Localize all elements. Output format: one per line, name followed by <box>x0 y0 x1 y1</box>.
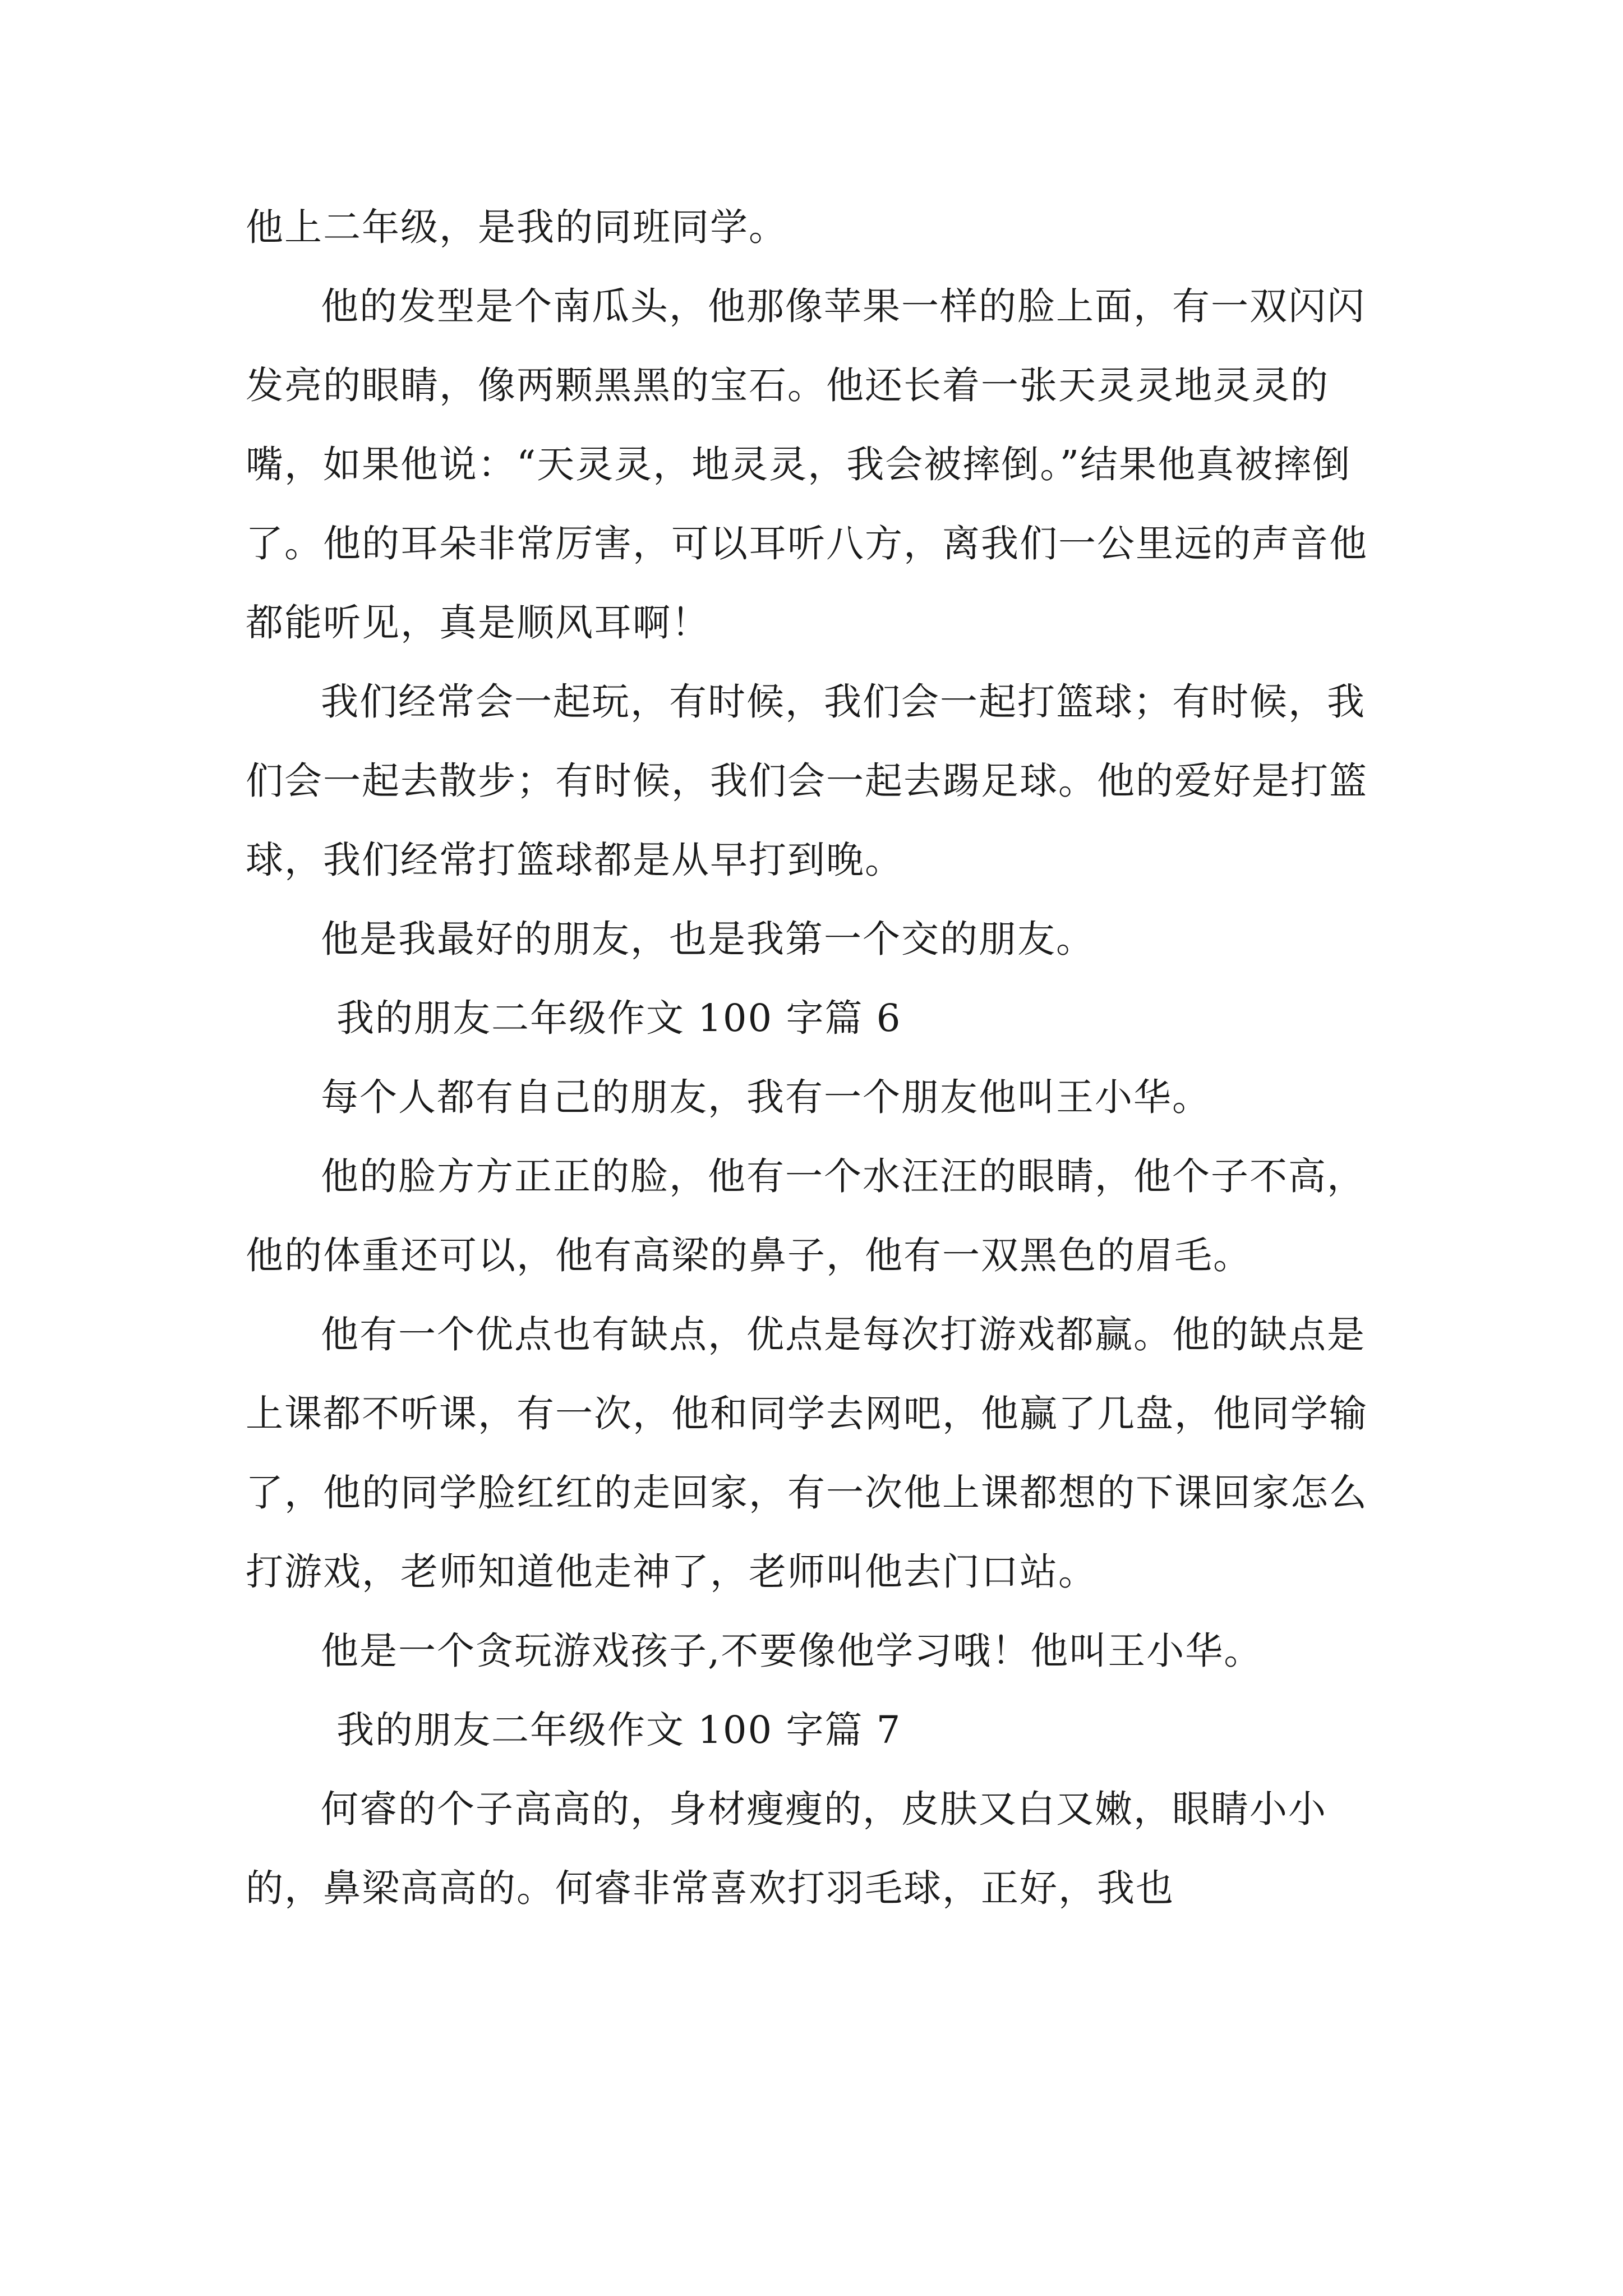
paragraph: 他上二年级，是我的同班同学。 <box>246 205 787 249</box>
paragraph: 他的发型是个南瓜头，他那像苹果一样的脸上面，有一双闪闪发亮的眼睛，像两颗黑黑的宝石。他还长着一张天灵灵地灵灵的嘴，如果他说：“天灵灵，地灵灵，我会被摔倒。”结果他真被摔倒了。他的耳朵非常厉害，可以耳听八方，离我们一公里远的声音他都能听见，真是顺风耳啊！ <box>246 284 1368 645</box>
paragraph: 他是我最好的朋友，也是我第一个交的朋友。 <box>321 917 1095 961</box>
paragraph: 他是一个贪玩游戏孩子,不要像他学习哦！他叫王小华。 <box>321 1629 1263 1673</box>
paragraph: 他的脸方方正正的脸，他有一个水汪汪的眼睛，他个子不高，他的体重还可以，他有高梁的鼻子，他有一双黑色的眉毛。 <box>246 1154 1366 1277</box>
paragraph: 何睿的个子高高的，身材瘦瘦的，皮肤又白又嫩，眼睛小小的，鼻梁高高的。何睿非常喜欢打羽毛球，正好，我也 <box>246 1787 1327 1910</box>
document-body <box>246 188 1390 1928</box>
section-heading: 我的朋友二年级作文 100 字篇 6 <box>336 996 902 1040</box>
section-heading: 我的朋友二年级作文 100 字篇 7 <box>336 1708 902 1752</box>
paragraph: 他有一个优点也有缺点，优点是每次打游戏都赢。他的缺点是上课都不听课，有一次，他和同学去网吧，他赢了几盘，他同学输了，他的同学脸红红的走回家，有一次他上课都想的下课回家怎么打游戏，老师知道他走神了，老师叫他去门口站。 <box>246 1313 1368 1594</box>
paragraph: 我们经常会一起玩，有时候，我们会一起打篮球；有时候，我们会一起去散步；有时候，我们会一起去踢足球。他的爱好是打篮球，我们经常打篮球都是从早打到晚。 <box>246 680 1368 882</box>
paragraph: 每个人都有自己的朋友，我有一个朋友他叫王小华。 <box>321 1075 1211 1119</box>
